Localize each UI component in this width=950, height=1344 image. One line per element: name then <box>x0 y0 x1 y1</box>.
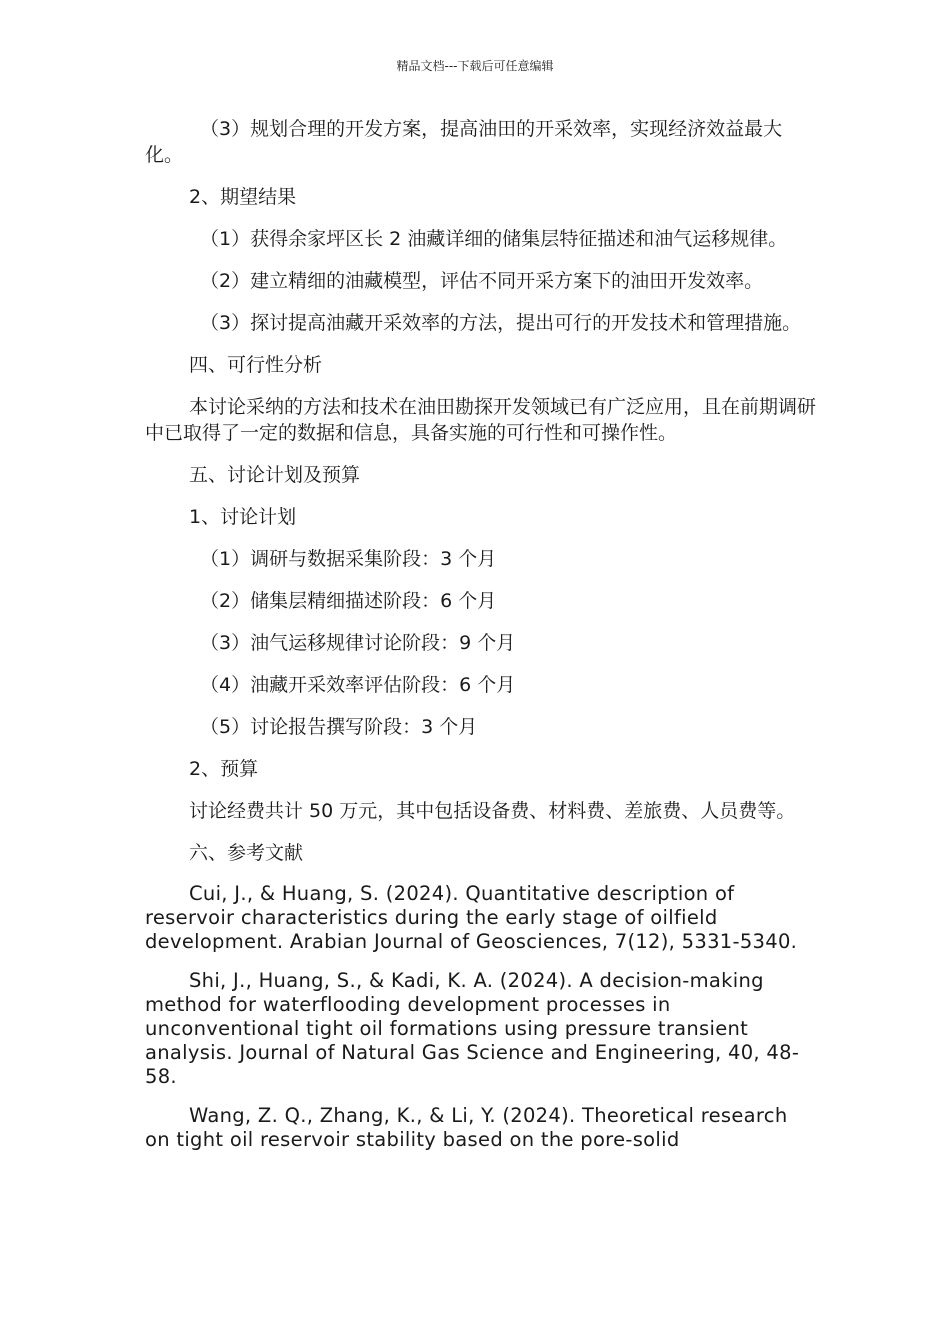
schedule-item-2: （2）储集层精细描述阶段：6 个月 <box>200 590 497 612</box>
document-body <box>145 116 817 1167</box>
schedule-item-4: （4）油藏开采效率评估阶段：6 个月 <box>200 674 516 696</box>
result-item-3: （3）探讨提高油藏开采效率的方法，提出可行的开发技术和管理措施。 <box>200 312 802 334</box>
schedule-item-3: （3）油气运移规律讨论阶段：9 个月 <box>200 632 516 654</box>
schedule-item-5: （5）讨论报告撰写阶段：3 个月 <box>200 716 478 738</box>
budget-paragraph: 讨论经费共计 50 万元，其中包括设备费、材料费、差旅费、人员费等。 <box>189 800 796 822</box>
section-heading-expected-results: 2、期望结果 <box>189 186 297 208</box>
subheading-budget: 2、预算 <box>189 758 259 780</box>
section-heading-references: 六、参考文献 <box>189 842 304 864</box>
reference-entry: Shi, J., Huang, S., & Kadi, K. A. (2024). A decision-making method for waterflooding development processes in unconventional tight oil formations using pressure transient analysis. Journal of Natural Gas Science and Engineering, 40, 48-58. <box>145 969 800 1088</box>
reference-entry: Cui, J., & Huang, S. (2024). Quantitative description of reservoir characteristics during the early stage of oilfield development. Arabian Journal of Geosciences, 7(12), 5331-5340. <box>145 882 798 953</box>
feasibility-paragraph: 本讨论采纳的方法和技术在油田勘探开发领域已有广泛应用，且在前期调研中已取得了一定的数据和信息，具备实施的可行性和可操作性。 <box>145 396 817 444</box>
page-header: 精品文档---下载后可任意编辑 <box>396 59 554 73</box>
section-heading-plan-budget: 五、讨论计划及预算 <box>189 464 361 486</box>
result-item-2: （2）建立精细的油藏模型，评估不同开采方案下的油田开发效率。 <box>200 270 764 292</box>
section-heading-feasibility: 四、可行性分析 <box>189 354 323 376</box>
subheading-plan: 1、讨论计划 <box>189 506 297 528</box>
plan-item-3: （3）规划合理的开发方案，提高油田的开采效率，实现经济效益最大化。 <box>145 118 783 166</box>
result-item-1: （1）获得余家坪区长 2 油藏详细的储集层特征描述和油气运移规律。 <box>200 228 788 250</box>
schedule-item-1: （1）调研与数据采集阶段：3 个月 <box>200 548 497 570</box>
reference-entry: Wang, Z. Q., Zhang, K., & Li, Y. (2024). Theoretical research on tight oil reservoir stability based on the pore-solid <box>145 1104 788 1151</box>
